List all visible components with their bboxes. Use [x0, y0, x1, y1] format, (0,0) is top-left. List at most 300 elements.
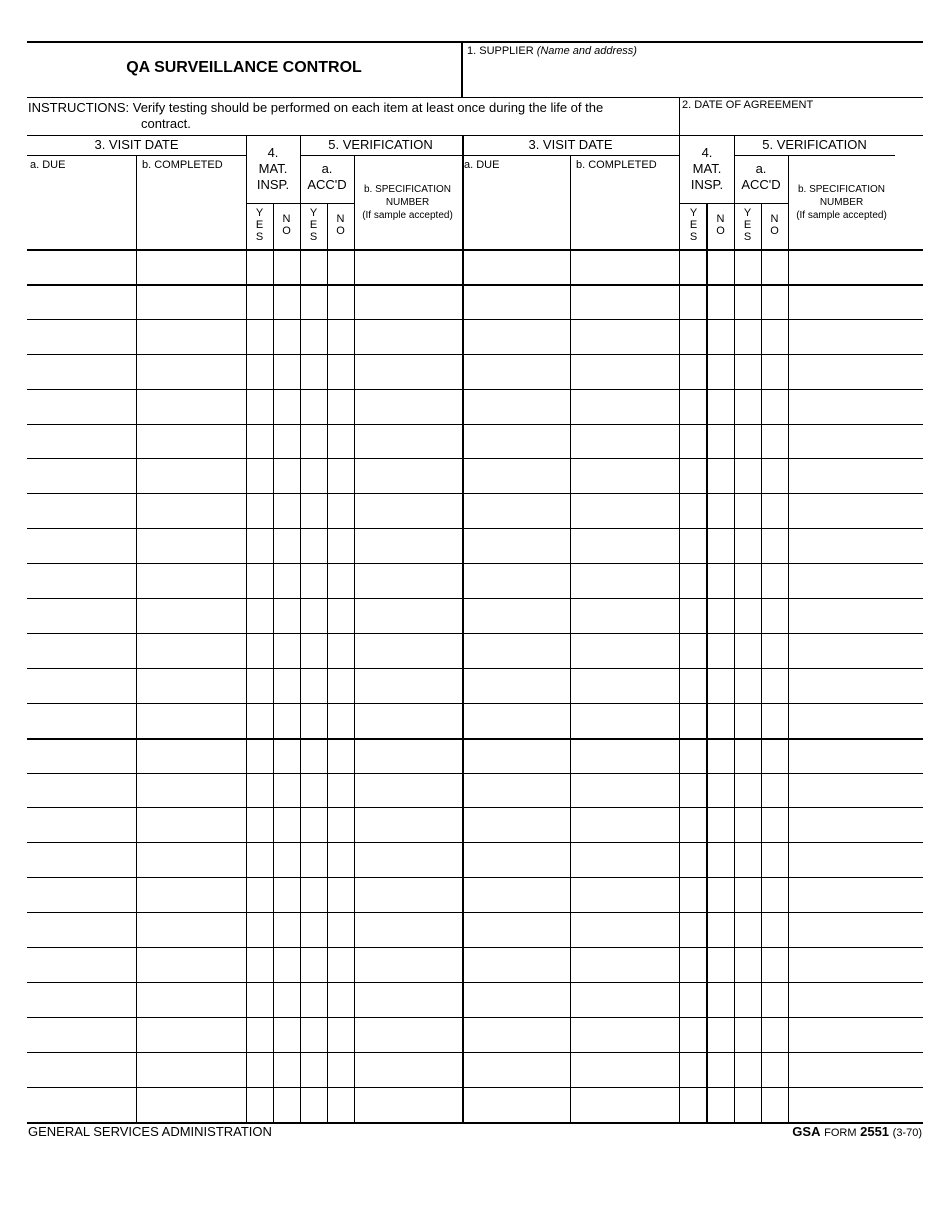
table-cell[interactable]: [29, 914, 135, 946]
table-cell[interactable]: [138, 1019, 245, 1051]
table-cell[interactable]: [302, 844, 326, 876]
table-cell[interactable]: [356, 600, 461, 632]
table-cell[interactable]: [708, 356, 733, 388]
table-cell[interactable]: [790, 984, 922, 1016]
table-cell[interactable]: [708, 251, 733, 283]
table-cell[interactable]: [302, 670, 326, 702]
table-cell[interactable]: [138, 565, 245, 597]
table-cell[interactable]: [708, 286, 733, 318]
table-cell[interactable]: [572, 1054, 678, 1086]
table-cell[interactable]: [464, 740, 569, 772]
table-cell[interactable]: [736, 809, 760, 841]
table-cell[interactable]: [464, 670, 569, 702]
table-cell[interactable]: [681, 460, 705, 492]
table-cell[interactable]: [29, 879, 135, 911]
table-cell[interactable]: [275, 1019, 299, 1051]
table-cell[interactable]: [138, 635, 245, 667]
table-cell[interactable]: [302, 879, 326, 911]
table-cell[interactable]: [464, 775, 569, 806]
table-cell[interactable]: [736, 984, 760, 1016]
table-cell[interactable]: [708, 705, 733, 737]
table-cell[interactable]: [572, 356, 678, 388]
table-cell[interactable]: [275, 391, 299, 423]
table-cell[interactable]: [763, 809, 787, 841]
table-cell[interactable]: [138, 286, 245, 318]
table-cell[interactable]: [302, 949, 326, 981]
table-cell[interactable]: [356, 426, 461, 457]
table-cell[interactable]: [29, 426, 135, 457]
table-cell[interactable]: [681, 600, 705, 632]
table-cell[interactable]: [464, 1054, 569, 1086]
table-cell[interactable]: [763, 495, 787, 527]
table-cell[interactable]: [138, 809, 245, 841]
table-cell[interactable]: [790, 565, 922, 597]
table-cell[interactable]: [329, 356, 353, 388]
table-cell[interactable]: [302, 1019, 326, 1051]
table-cell[interactable]: [248, 530, 272, 562]
table-cell[interactable]: [681, 949, 705, 981]
table-cell[interactable]: [736, 879, 760, 911]
table-cell[interactable]: [248, 600, 272, 632]
table-cell[interactable]: [275, 286, 299, 318]
table-cell[interactable]: [275, 1089, 299, 1121]
table-cell[interactable]: [464, 844, 569, 876]
table-cell[interactable]: [248, 286, 272, 318]
table-cell[interactable]: [464, 635, 569, 667]
table-cell[interactable]: [248, 356, 272, 388]
table-cell[interactable]: [302, 1089, 326, 1121]
table-cell[interactable]: [572, 635, 678, 667]
table-cell[interactable]: [329, 844, 353, 876]
table-cell[interactable]: [464, 949, 569, 981]
table-cell[interactable]: [138, 251, 245, 283]
table-cell[interactable]: [763, 600, 787, 632]
table-cell[interactable]: [464, 251, 569, 283]
table-cell[interactable]: [329, 949, 353, 981]
table-cell[interactable]: [248, 1019, 272, 1051]
table-cell[interactable]: [681, 635, 705, 667]
table-cell[interactable]: [138, 426, 245, 457]
table-cell[interactable]: [763, 984, 787, 1016]
table-cell[interactable]: [572, 600, 678, 632]
table-cell[interactable]: [464, 286, 569, 318]
table-cell[interactable]: [138, 460, 245, 492]
table-cell[interactable]: [329, 914, 353, 946]
table-cell[interactable]: [275, 1054, 299, 1086]
table-cell[interactable]: [763, 1089, 787, 1121]
table-cell[interactable]: [329, 670, 353, 702]
table-cell[interactable]: [763, 565, 787, 597]
table-cell[interactable]: [138, 356, 245, 388]
table-cell[interactable]: [681, 391, 705, 423]
table-cell[interactable]: [790, 775, 922, 806]
table-cell[interactable]: [736, 251, 760, 283]
table-cell[interactable]: [248, 565, 272, 597]
table-cell[interactable]: [275, 460, 299, 492]
table-cell[interactable]: [681, 809, 705, 841]
table-cell[interactable]: [138, 391, 245, 423]
table-cell[interactable]: [248, 321, 272, 353]
table-cell[interactable]: [356, 1019, 461, 1051]
table-cell[interactable]: [138, 879, 245, 911]
table-cell[interactable]: [736, 356, 760, 388]
table-cell[interactable]: [356, 775, 461, 806]
table-cell[interactable]: [790, 321, 922, 353]
table-cell[interactable]: [302, 251, 326, 283]
table-cell[interactable]: [329, 984, 353, 1016]
table-cell[interactable]: [681, 740, 705, 772]
table-cell[interactable]: [790, 251, 922, 283]
table-cell[interactable]: [329, 705, 353, 737]
table-cell[interactable]: [329, 321, 353, 353]
table-cell[interactable]: [329, 251, 353, 283]
table-cell[interactable]: [790, 600, 922, 632]
table-cell[interactable]: [708, 809, 733, 841]
table-cell[interactable]: [29, 600, 135, 632]
table-cell[interactable]: [302, 1054, 326, 1086]
table-cell[interactable]: [708, 495, 733, 527]
table-cell[interactable]: [790, 809, 922, 841]
table-cell[interactable]: [681, 844, 705, 876]
table-cell[interactable]: [572, 286, 678, 318]
table-cell[interactable]: [248, 391, 272, 423]
table-cell[interactable]: [275, 775, 299, 806]
table-cell[interactable]: [763, 740, 787, 772]
table-cell[interactable]: [708, 460, 733, 492]
table-cell[interactable]: [790, 705, 922, 737]
table-cell[interactable]: [681, 879, 705, 911]
table-cell[interactable]: [763, 286, 787, 318]
table-cell[interactable]: [29, 740, 135, 772]
table-cell[interactable]: [329, 1054, 353, 1086]
table-cell[interactable]: [275, 426, 299, 457]
table-cell[interactable]: [248, 426, 272, 457]
table-cell[interactable]: [29, 356, 135, 388]
table-cell[interactable]: [248, 914, 272, 946]
table-cell[interactable]: [572, 844, 678, 876]
table-cell[interactable]: [464, 1019, 569, 1051]
table-cell[interactable]: [138, 1054, 245, 1086]
table-cell[interactable]: [356, 740, 461, 772]
table-cell[interactable]: [329, 530, 353, 562]
table-cell[interactable]: [464, 705, 569, 737]
table-cell[interactable]: [790, 879, 922, 911]
table-cell[interactable]: [138, 949, 245, 981]
table-cell[interactable]: [681, 984, 705, 1016]
table-cell[interactable]: [736, 775, 760, 806]
table-cell[interactable]: [275, 600, 299, 632]
table-cell[interactable]: [572, 426, 678, 457]
table-cell[interactable]: [763, 530, 787, 562]
table-cell[interactable]: [248, 775, 272, 806]
table-cell[interactable]: [464, 879, 569, 911]
table-cell[interactable]: [572, 391, 678, 423]
table-cell[interactable]: [29, 391, 135, 423]
table-cell[interactable]: [708, 321, 733, 353]
table-cell[interactable]: [29, 844, 135, 876]
table-cell[interactable]: [302, 356, 326, 388]
table-cell[interactable]: [572, 914, 678, 946]
table-cell[interactable]: [790, 635, 922, 667]
table-cell[interactable]: [302, 426, 326, 457]
table-cell[interactable]: [736, 460, 760, 492]
table-cell[interactable]: [29, 1054, 135, 1086]
table-cell[interactable]: [708, 530, 733, 562]
table-cell[interactable]: [763, 635, 787, 667]
table-cell[interactable]: [356, 1054, 461, 1086]
table-cell[interactable]: [736, 321, 760, 353]
table-cell[interactable]: [275, 356, 299, 388]
table-cell[interactable]: [681, 1089, 705, 1121]
table-cell[interactable]: [681, 426, 705, 457]
table-cell[interactable]: [138, 495, 245, 527]
table-cell[interactable]: [708, 879, 733, 911]
table-cell[interactable]: [29, 286, 135, 318]
table-cell[interactable]: [275, 844, 299, 876]
table-cell[interactable]: [572, 809, 678, 841]
table-cell[interactable]: [790, 740, 922, 772]
table-cell[interactable]: [708, 949, 733, 981]
table-cell[interactable]: [681, 356, 705, 388]
table-cell[interactable]: [708, 635, 733, 667]
table-cell[interactable]: [275, 949, 299, 981]
table-cell[interactable]: [681, 321, 705, 353]
table-cell[interactable]: [356, 984, 461, 1016]
table-cell[interactable]: [736, 1089, 760, 1121]
table-cell[interactable]: [572, 670, 678, 702]
table-cell[interactable]: [29, 984, 135, 1016]
table-cell[interactable]: [763, 1054, 787, 1086]
table-cell[interactable]: [790, 426, 922, 457]
table-cell[interactable]: [708, 775, 733, 806]
table-cell[interactable]: [138, 775, 245, 806]
table-cell[interactable]: [763, 844, 787, 876]
table-cell[interactable]: [763, 460, 787, 492]
table-cell[interactable]: [275, 879, 299, 911]
table-cell[interactable]: [736, 1054, 760, 1086]
table-cell[interactable]: [681, 251, 705, 283]
table-cell[interactable]: [248, 1054, 272, 1086]
table-cell[interactable]: [356, 391, 461, 423]
table-cell[interactable]: [302, 705, 326, 737]
table-cell[interactable]: [29, 251, 135, 283]
table-cell[interactable]: [275, 530, 299, 562]
table-cell[interactable]: [248, 809, 272, 841]
table-cell[interactable]: [329, 635, 353, 667]
table-cell[interactable]: [708, 670, 733, 702]
table-cell[interactable]: [790, 1019, 922, 1051]
table-cell[interactable]: [736, 286, 760, 318]
table-cell[interactable]: [275, 321, 299, 353]
table-cell[interactable]: [248, 949, 272, 981]
table-cell[interactable]: [681, 775, 705, 806]
table-cell[interactable]: [790, 844, 922, 876]
table-cell[interactable]: [736, 844, 760, 876]
table-cell[interactable]: [572, 879, 678, 911]
table-cell[interactable]: [302, 984, 326, 1016]
table-cell[interactable]: [29, 565, 135, 597]
table-cell[interactable]: [763, 914, 787, 946]
table-cell[interactable]: [736, 740, 760, 772]
table-cell[interactable]: [138, 740, 245, 772]
table-cell[interactable]: [29, 495, 135, 527]
table-cell[interactable]: [302, 286, 326, 318]
table-cell[interactable]: [464, 356, 569, 388]
table-cell[interactable]: [572, 1019, 678, 1051]
table-cell[interactable]: [275, 914, 299, 946]
table-cell[interactable]: [275, 251, 299, 283]
table-cell[interactable]: [790, 1054, 922, 1086]
table-cell[interactable]: [572, 984, 678, 1016]
table-cell[interactable]: [790, 356, 922, 388]
table-cell[interactable]: [763, 321, 787, 353]
table-cell[interactable]: [248, 1089, 272, 1121]
table-cell[interactable]: [464, 565, 569, 597]
table-cell[interactable]: [736, 600, 760, 632]
table-cell[interactable]: [302, 460, 326, 492]
table-cell[interactable]: [736, 635, 760, 667]
table-cell[interactable]: [763, 705, 787, 737]
table-cell[interactable]: [790, 949, 922, 981]
table-cell[interactable]: [790, 530, 922, 562]
table-cell[interactable]: [572, 460, 678, 492]
table-cell[interactable]: [464, 984, 569, 1016]
table-cell[interactable]: [790, 460, 922, 492]
table-cell[interactable]: [329, 565, 353, 597]
table-cell[interactable]: [763, 426, 787, 457]
table-cell[interactable]: [138, 984, 245, 1016]
table-cell[interactable]: [681, 286, 705, 318]
table-cell[interactable]: [248, 251, 272, 283]
table-cell[interactable]: [138, 670, 245, 702]
table-cell[interactable]: [464, 426, 569, 457]
table-cell[interactable]: [302, 914, 326, 946]
table-cell[interactable]: [356, 286, 461, 318]
table-cell[interactable]: [572, 740, 678, 772]
table-cell[interactable]: [356, 705, 461, 737]
table-cell[interactable]: [790, 391, 922, 423]
table-cell[interactable]: [29, 670, 135, 702]
table-cell[interactable]: [681, 530, 705, 562]
table-cell[interactable]: [464, 600, 569, 632]
table-cell[interactable]: [681, 670, 705, 702]
table-cell[interactable]: [763, 391, 787, 423]
table-cell[interactable]: [29, 635, 135, 667]
table-cell[interactable]: [356, 949, 461, 981]
table-cell[interactable]: [302, 495, 326, 527]
table-cell[interactable]: [275, 740, 299, 772]
table-cell[interactable]: [138, 530, 245, 562]
table-cell[interactable]: [138, 1089, 245, 1121]
table-cell[interactable]: [29, 809, 135, 841]
table-cell[interactable]: [329, 1019, 353, 1051]
table-cell[interactable]: [302, 600, 326, 632]
table-cell[interactable]: [138, 600, 245, 632]
table-cell[interactable]: [356, 635, 461, 667]
table-cell[interactable]: [736, 914, 760, 946]
table-cell[interactable]: [708, 426, 733, 457]
table-cell[interactable]: [763, 356, 787, 388]
table-cell[interactable]: [356, 356, 461, 388]
table-cell[interactable]: [356, 670, 461, 702]
table-cell[interactable]: [572, 949, 678, 981]
table-cell[interactable]: [464, 809, 569, 841]
table-cell[interactable]: [736, 426, 760, 457]
table-cell[interactable]: [248, 670, 272, 702]
table-cell[interactable]: [138, 914, 245, 946]
table-cell[interactable]: [302, 530, 326, 562]
table-cell[interactable]: [248, 460, 272, 492]
table-cell[interactable]: [29, 1089, 135, 1121]
table-cell[interactable]: [790, 670, 922, 702]
table-cell[interactable]: [248, 495, 272, 527]
table-cell[interactable]: [329, 286, 353, 318]
table-cell[interactable]: [736, 530, 760, 562]
table-cell[interactable]: [572, 495, 678, 527]
table-cell[interactable]: [763, 949, 787, 981]
table-cell[interactable]: [275, 565, 299, 597]
table-cell[interactable]: [29, 321, 135, 353]
table-cell[interactable]: [302, 565, 326, 597]
table-cell[interactable]: [329, 460, 353, 492]
table-cell[interactable]: [356, 495, 461, 527]
table-cell[interactable]: [464, 460, 569, 492]
table-cell[interactable]: [329, 391, 353, 423]
table-cell[interactable]: [681, 1019, 705, 1051]
table-cell[interactable]: [763, 251, 787, 283]
table-cell[interactable]: [736, 495, 760, 527]
table-cell[interactable]: [708, 1054, 733, 1086]
table-cell[interactable]: [248, 705, 272, 737]
table-cell[interactable]: [356, 809, 461, 841]
table-cell[interactable]: [464, 530, 569, 562]
table-cell[interactable]: [464, 391, 569, 423]
table-cell[interactable]: [763, 879, 787, 911]
table-cell[interactable]: [356, 321, 461, 353]
table-cell[interactable]: [464, 914, 569, 946]
table-cell[interactable]: [464, 495, 569, 527]
table-cell[interactable]: [708, 391, 733, 423]
table-cell[interactable]: [464, 321, 569, 353]
table-cell[interactable]: [29, 705, 135, 737]
table-cell[interactable]: [248, 740, 272, 772]
table-cell[interactable]: [302, 809, 326, 841]
table-cell[interactable]: [790, 495, 922, 527]
table-cell[interactable]: [275, 705, 299, 737]
table-cell[interactable]: [29, 775, 135, 806]
table-cell[interactable]: [736, 670, 760, 702]
table-cell[interactable]: [572, 251, 678, 283]
table-cell[interactable]: [302, 391, 326, 423]
table-cell[interactable]: [356, 879, 461, 911]
table-cell[interactable]: [681, 495, 705, 527]
table-cell[interactable]: [29, 530, 135, 562]
table-cell[interactable]: [736, 705, 760, 737]
table-cell[interactable]: [572, 530, 678, 562]
table-cell[interactable]: [138, 844, 245, 876]
table-cell[interactable]: [329, 1089, 353, 1121]
table-cell[interactable]: [572, 321, 678, 353]
table-cell[interactable]: [356, 530, 461, 562]
table-cell[interactable]: [572, 775, 678, 806]
table-cell[interactable]: [736, 1019, 760, 1051]
table-cell[interactable]: [708, 844, 733, 876]
table-cell[interactable]: [708, 740, 733, 772]
table-cell[interactable]: [302, 740, 326, 772]
table-cell[interactable]: [356, 914, 461, 946]
table-cell[interactable]: [736, 565, 760, 597]
table-cell[interactable]: [356, 251, 461, 283]
